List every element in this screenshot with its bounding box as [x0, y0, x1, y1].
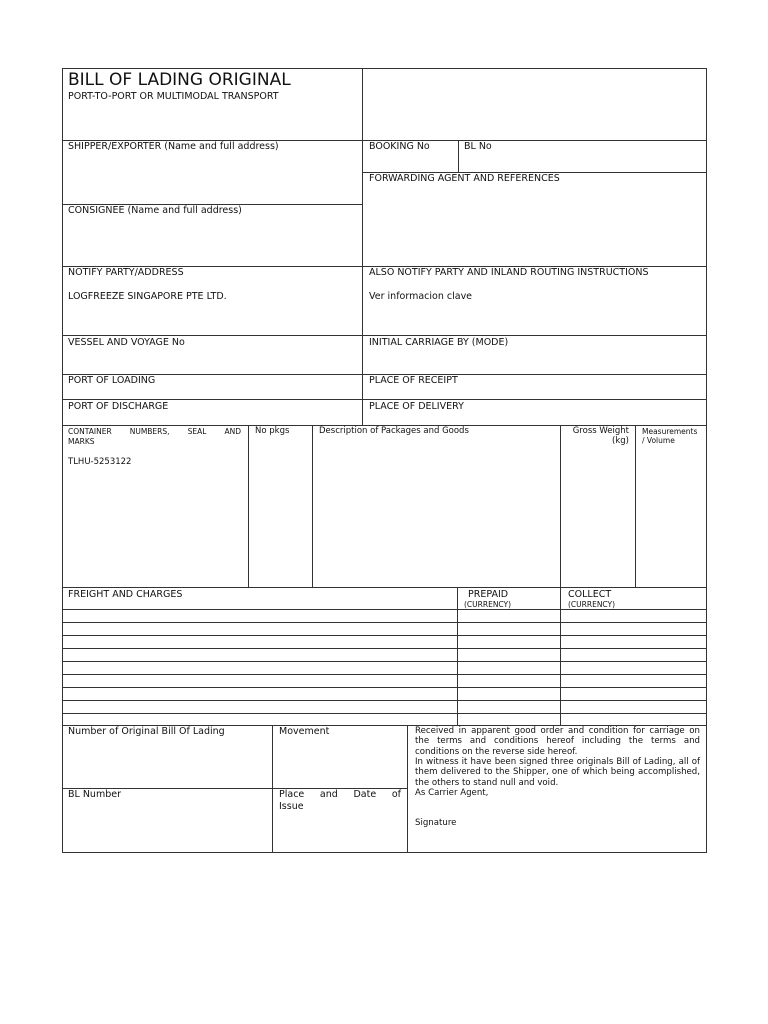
divider-freight-1	[457, 587, 458, 726]
bl-no-label: BL No	[464, 141, 492, 152]
freight-row-line	[62, 661, 707, 662]
divider-cargo	[62, 587, 707, 588]
prepaid-label: PREPAID	[468, 589, 509, 600]
divider-loading	[62, 399, 707, 400]
freight-row-line	[62, 713, 707, 714]
freight-row-line	[62, 700, 707, 701]
place-of-delivery-label: PLACE OF DELIVERY	[369, 401, 464, 412]
initial-carriage-label: INITIAL CARRIAGE BY (MODE)	[369, 337, 509, 348]
shipper-label: SHIPPER/EXPORTER (Name and full address)	[68, 141, 279, 152]
collect-currency: (CURRENCY)	[568, 600, 616, 609]
container-label-line2: MARKS	[68, 437, 95, 446]
terms-text: Received in apparent good order and condition for carriage on the terms and conditions hereof including the terms and conditions on the reverse side hereof.	[415, 726, 700, 757]
also-notify-value: Ver informacion clave	[369, 291, 473, 302]
port-of-discharge-label: PORT OF DISCHARGE	[68, 401, 169, 412]
border-top	[62, 68, 707, 69]
original-bl-count-label: Number of Original Bill Of Lading	[68, 726, 225, 737]
gross-weight-label: Gross Weight	[572, 426, 629, 436]
divider-upper-center	[362, 68, 363, 426]
divider-footer-2	[407, 725, 408, 853]
place-of-receipt-label: PLACE OF RECEIPT	[369, 375, 458, 386]
freight-row-line	[62, 687, 707, 688]
carrier-agent-label: As Carrier Agent,	[415, 788, 489, 798]
freight-row-line	[62, 674, 707, 675]
consignee-label: CONSIGNEE (Name and full address)	[68, 205, 242, 216]
container-label-line1: CONTAINER NUMBERS, SEAL AND	[68, 427, 241, 436]
freight-row-line	[62, 609, 707, 610]
divider-notify	[62, 335, 707, 336]
description-label: Description of Packages and Goods	[319, 426, 469, 436]
document-title: BILL OF LADING ORIGINAL	[68, 70, 291, 90]
place-date-label-line1: Place and Date of	[279, 789, 401, 800]
gross-weight-unit: (kg)	[612, 436, 629, 446]
booking-label: BOOKING No	[369, 141, 430, 152]
divider-freight-2	[560, 587, 561, 726]
divider-cargo-2	[312, 425, 313, 588]
freight-row-line	[62, 635, 707, 636]
volume-label: / Volume	[642, 436, 675, 445]
forwarding-agent-label: FORWARDING AGENT AND REFERENCES	[369, 173, 560, 184]
no-pkgs-label: No pkgs	[255, 426, 290, 436]
divider-cargo-1	[248, 425, 249, 588]
place-date-label-line2: Issue	[279, 801, 304, 812]
witness-text: In witness it have been signed three originals Bill of Lading, all of them delivered to the Shipper, one of which being accomplished, the others to stand null and void.	[415, 757, 700, 788]
border-bottom	[62, 852, 707, 853]
bl-number-label: BL Number	[68, 789, 121, 800]
border-left	[62, 68, 63, 853]
port-of-loading-label: PORT OF LOADING	[68, 375, 156, 386]
movement-label: Movement	[279, 726, 330, 737]
signature-label: Signature	[415, 818, 457, 828]
border-right	[706, 68, 707, 853]
freight-row-line	[62, 622, 707, 623]
notify-party-label: NOTIFY PARTY/ADDRESS	[68, 267, 184, 278]
measurements-label: Measurements	[642, 427, 698, 436]
notify-party-value: LOGFREEZE SINGAPORE PTE LTD.	[68, 291, 227, 302]
divider-booking-bl	[458, 140, 459, 173]
freight-charges-label: FREIGHT AND CHARGES	[68, 589, 183, 600]
divider-footer-1	[272, 725, 273, 853]
bill-of-lading-form	[62, 68, 707, 853]
prepaid-currency: (CURRENCY)	[464, 600, 512, 609]
container-number: TLHU-5253122	[68, 457, 132, 467]
vessel-voyage-label: VESSEL AND VOYAGE No	[68, 337, 185, 348]
collect-label: COLLECT	[568, 589, 612, 600]
divider-cargo-3	[560, 425, 561, 588]
divider-cargo-4	[635, 425, 636, 588]
also-notify-label: ALSO NOTIFY PARTY AND INLAND ROUTING INSTRUCTIONS	[369, 267, 649, 278]
document-subtitle: PORT-TO-PORT OR MULTIMODAL TRANSPORT	[68, 91, 279, 102]
freight-row-line	[62, 648, 707, 649]
